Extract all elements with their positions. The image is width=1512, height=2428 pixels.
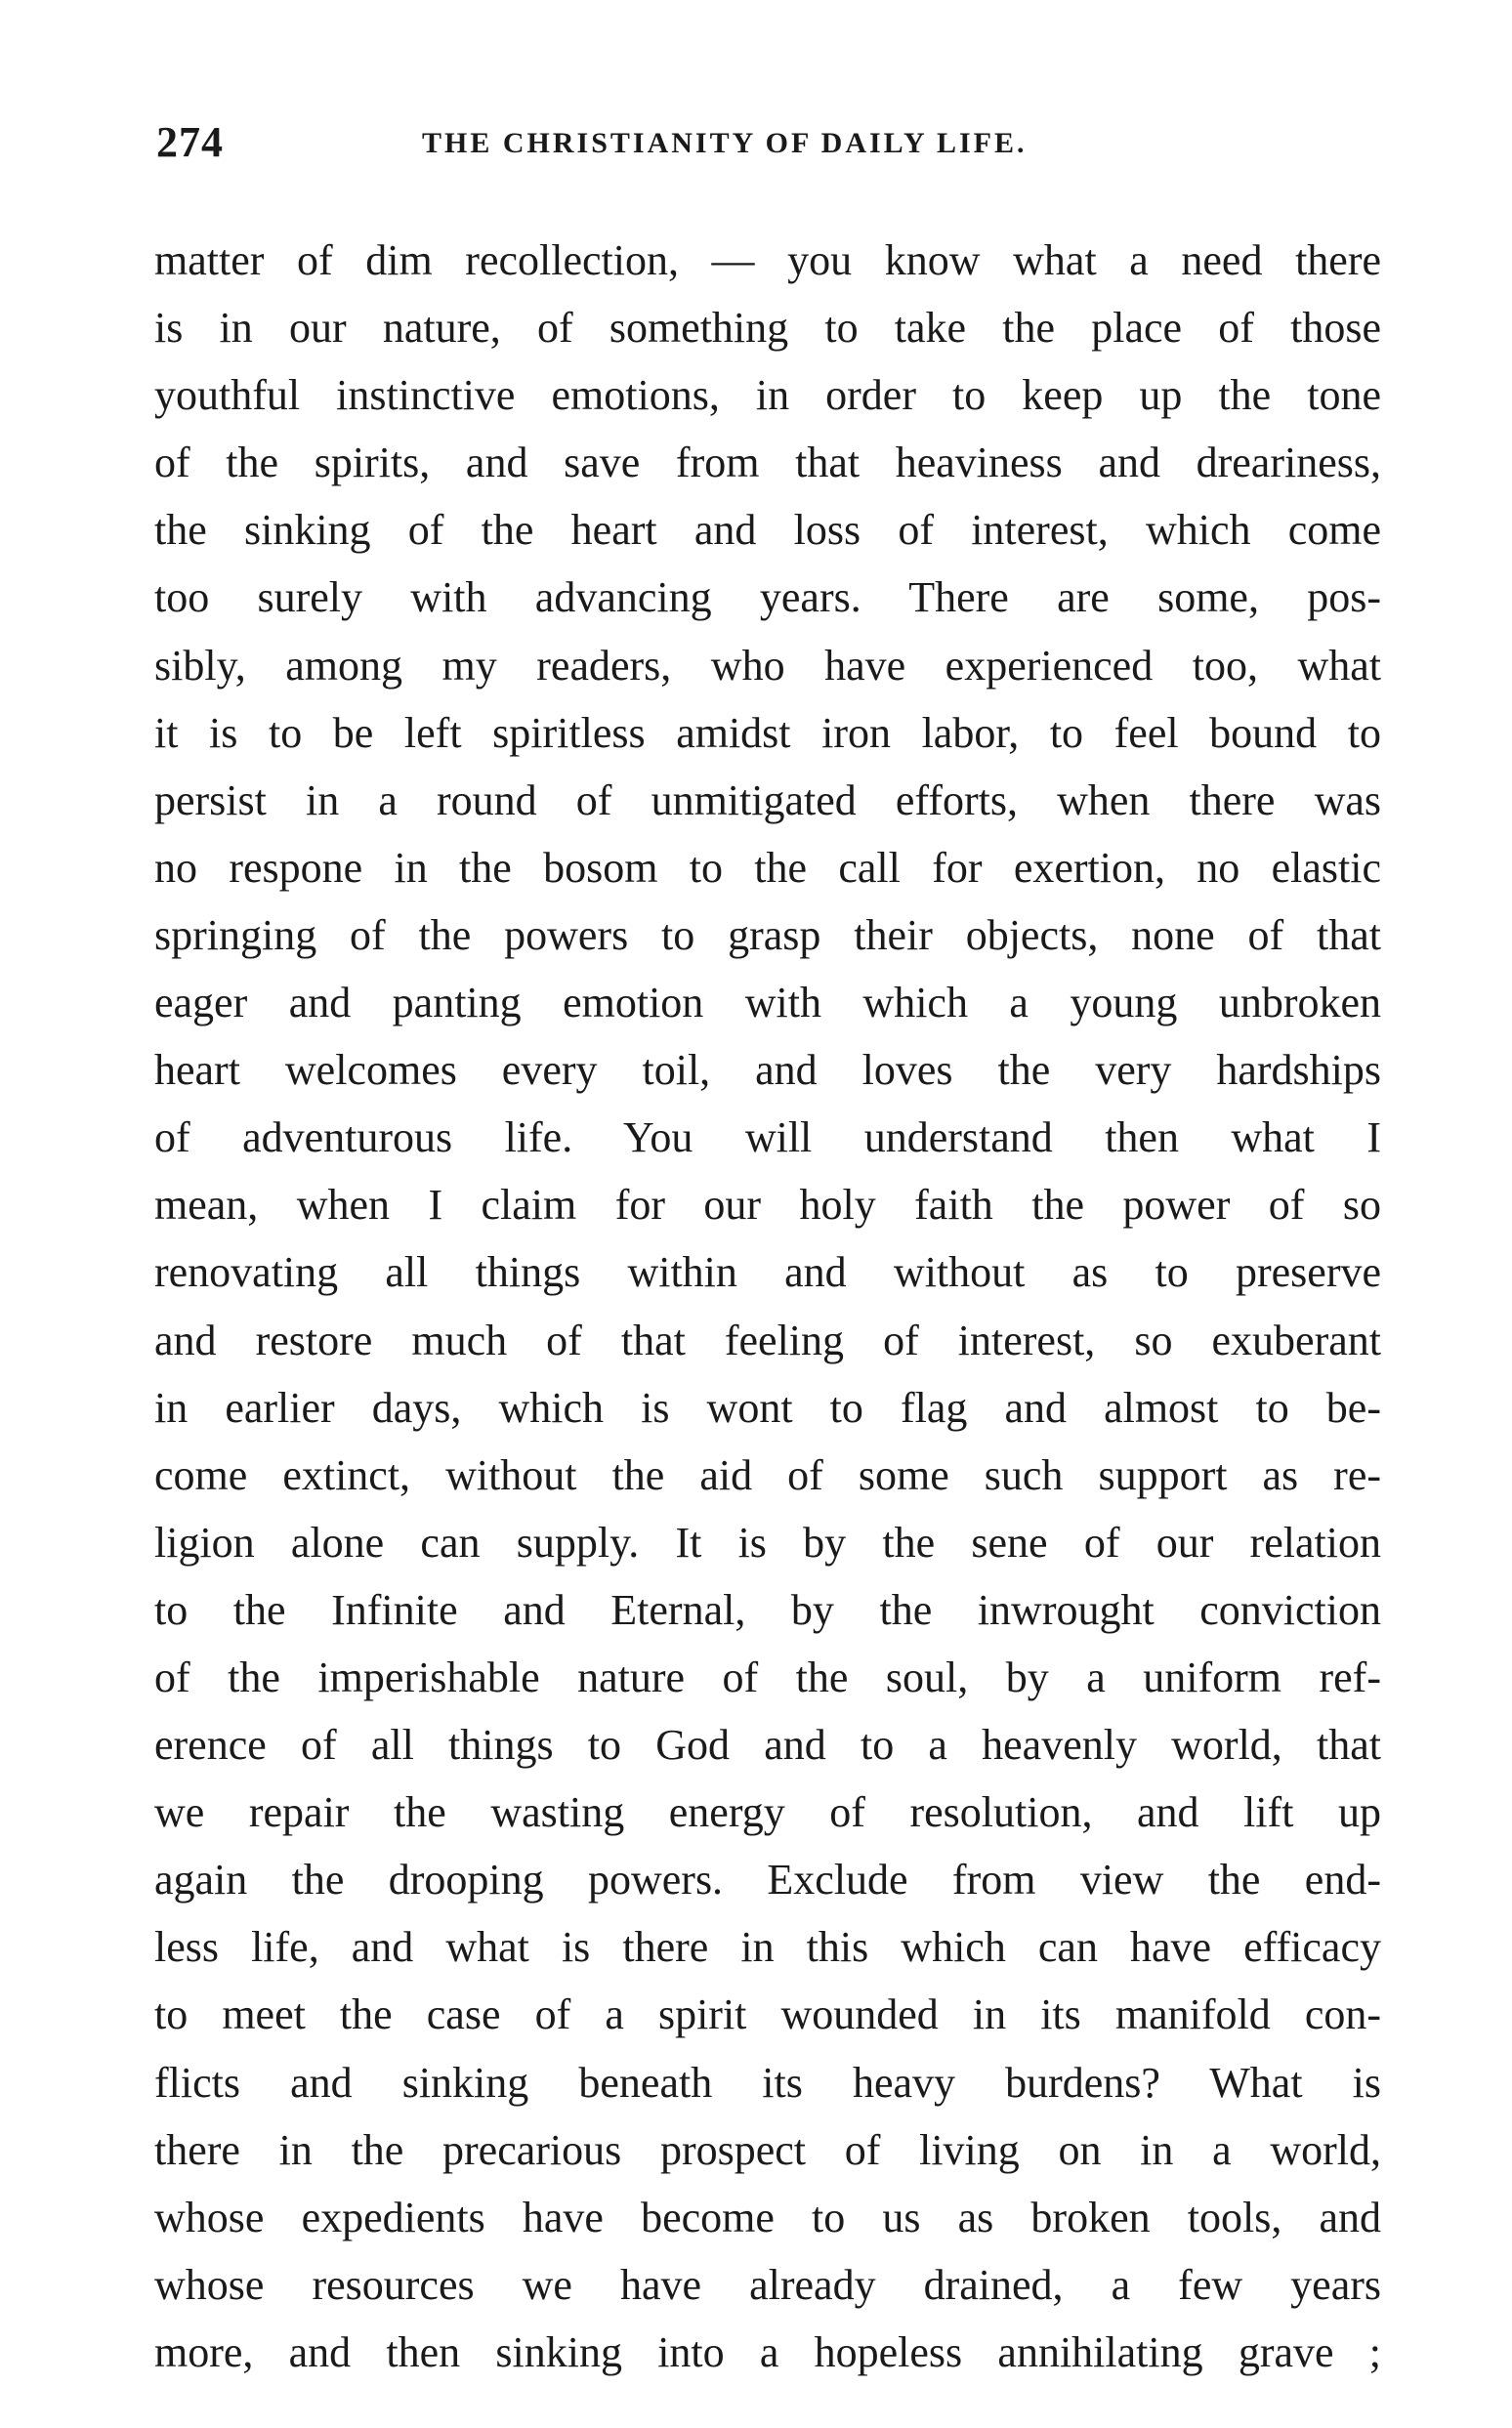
- text-line: there in the precarious prospect of living on in a world,: [154, 2125, 1381, 2174]
- text-line: no respone in the bosom to the call for exertion, no elastic: [154, 843, 1381, 892]
- text-line: is in our nature, of something to take the place of those: [154, 304, 1381, 353]
- text-line: eager and panting emotion with which a young unbroken: [154, 979, 1381, 1027]
- running-title: THE CHRISTIANITY OF DAILY LIFE.: [422, 127, 1028, 159]
- text-line: of the spirits, and save from that heaviness and dreariness,: [154, 439, 1381, 487]
- text-line: whose resources we have already drained, a few years: [154, 2260, 1381, 2309]
- text-line: of adventurous life. You will understand then what I: [154, 1113, 1381, 1162]
- text-line: matter of dim recollection, — you know what a need there: [154, 236, 1381, 284]
- text-line: whose expedients have become to us as broken tools, and: [154, 2193, 1381, 2241]
- running-head: [156, 117, 1387, 176]
- text-line: too surely with advancing years. There are some, pos-: [154, 573, 1381, 622]
- text-line: to meet the case of a spirit wounded in its manifold con-: [154, 1990, 1381, 2039]
- text-line: of the imperishable nature of the soul, by a uniform ref-: [154, 1653, 1381, 1701]
- text-line: and restore much of that feeling of interest, so exuberant: [154, 1316, 1381, 1364]
- text-line: springing of the powers to grasp their objects, none of that: [154, 910, 1381, 959]
- text-line: it is to be left spiritless amidst iron labor, to feel bound to: [154, 708, 1381, 757]
- text-line: come extinct, without the aid of some such support as re-: [154, 1450, 1381, 1499]
- body-text: [154, 227, 1381, 2386]
- text-line: more, and then sinking into a hopeless annihilating grave ;: [154, 2327, 1381, 2376]
- text-line: again the drooping powers. Exclude from view the end-: [154, 1856, 1381, 1905]
- text-line: we repair the wasting energy of resolution, and lift up: [154, 1788, 1381, 1837]
- text-line: sibly, among my readers, who have experienced too, what: [154, 641, 1381, 690]
- text-line: renovating all things within and without as to preserve: [154, 1248, 1381, 1297]
- text-line: in earlier days, which is wont to flag and almost to be-: [154, 1383, 1381, 1432]
- text-line: the sinking of the heart and loss of interest, which come: [154, 506, 1381, 555]
- text-line: youthful instinctive emotions, in order to keep up the tone: [154, 371, 1381, 420]
- text-line: to the Infinite and Eternal, by the inwrought conviction: [154, 1585, 1381, 1634]
- text-line: heart welcomes every toil, and loves the very hardships: [154, 1046, 1381, 1095]
- text-line: flicts and sinking beneath its heavy burdens? What is: [154, 2058, 1381, 2107]
- page-number: 274: [156, 118, 224, 166]
- text-line: mean, when I claim for our holy faith the power of so: [154, 1181, 1381, 1230]
- text-line: erence of all things to God and to a heavenly world, that: [154, 1721, 1381, 1770]
- text-line: ligion alone can supply. It is by the sene of our relation: [154, 1518, 1381, 1567]
- text-line: less life, and what is there in this which can have efficacy: [154, 1923, 1381, 1972]
- text-line: persist in a round of unmitigated efforts, when there was: [154, 775, 1381, 824]
